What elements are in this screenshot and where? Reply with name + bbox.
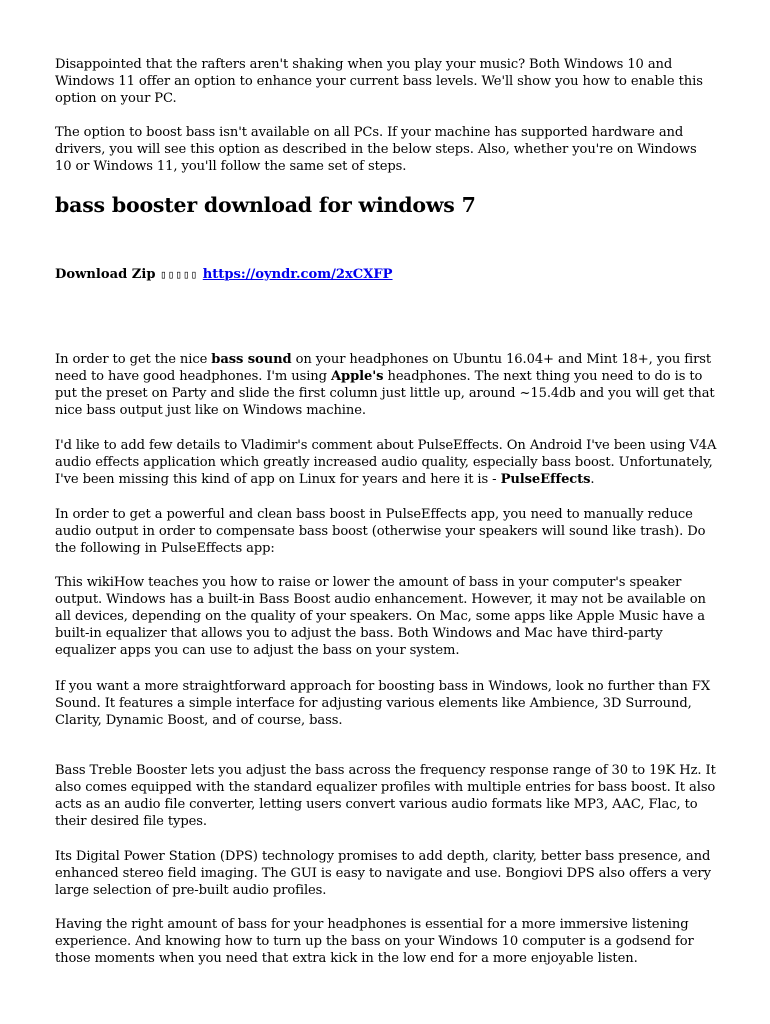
text-segment: on your headphones on Ubuntu 16.04+ and Mint 18+, you first need to have good headphones. I'm using [55, 352, 712, 385]
paragraph-fx-sound: If you want a more straightforward approach for boosting bass in Windows, look no further than FX Sound. It features a simple interface for adjusting various elements like Ambience, 3D Surround, Clarity, Dynamic Boost, and of course, bass. [55, 679, 711, 729]
paragraph-ubuntu [55, 351, 717, 419]
paragraph-bass-treble-booster: Bass Treble Booster lets you adjust the bass across the frequency response range of 30 to 19K Hz. It also comes equipped with the standard equalizer profiles with multiple entries for bass boost. It also acts as an audio file converter, letting users convert various audio formats like MP3, AAC, Flac, to their desired file types. [55, 763, 716, 830]
paragraph-availability: The option to boost bass isn't available on all PCs. If your machine has supported hardware and drivers, you will see this option as described in the below steps. Also, whether you're on Windows 10 or Windows 11, you'll follow the same set of steps. [55, 125, 697, 175]
paragraph-conclusion: Having the right amount of bass for your headphones is essential for a more immersive listening experience. And knowing how to turn up the bass on your Windows 10 computer is a godsend for those moments when you need that extra kick in the low end for a more enjoyable listen. [55, 917, 694, 967]
download-label: Download Zip [55, 267, 156, 282]
paragraph-intro: Disappointed that the rafters aren't shaking when you play your music? Both Windows 10 and Windows 11 offer an option to enhance your current bass levels. We'll show you how to enable this option on your PC. [55, 57, 703, 107]
bold-apples: Apple's [330, 369, 384, 385]
text-segment: headphones. The next thing you need to do is to put the preset on Party and slide the first column just little up, around ~15.4db and you will get that nice bass output just like on Windows machine. [55, 369, 715, 419]
download-line [55, 266, 393, 283]
text-segment: . [590, 472, 595, 488]
paragraph-pulseeffects-intro [55, 437, 717, 488]
paragraph-pulseeffects-steps: In order to get a powerful and clean bass boost in PulseEffects app, you need to manually reduce audio output in order to compensate bass boost (otherwise your speakers will sound like trash). Do the following in PulseEffects app: [55, 507, 706, 557]
arrow-glyphs-icon: ▯▯▯▯▯ [160, 268, 199, 281]
text-segment: I'd like to add few details to Vladimir's comment about PulseEffects. On Android I've been using V4A audio effects application which greatly increased audio quality, especially bass boost. Unfortunately, I've been missing this kind of app on Linux for years and here it is - [55, 438, 717, 488]
bold-bass-sound: bass sound [211, 352, 292, 367]
paragraph-wikihow: This wikiHow teaches you how to raise or lower the amount of bass in your computer's speaker output. Windows has a built-in Bass Boost audio enhancement. However, it may not be available on all devices, depending on the quality of your speakers. On Mac, some apps like Apple Music have a built-in equalizer that allows you to adjust the bass. Both Windows and Mac have third-party equalizer apps you can use to adjust the bass on your system. [55, 575, 706, 659]
bold-pulseeffects: PulseEffects [500, 472, 591, 488]
text-segment: In order to get the nice [55, 352, 212, 367]
paragraph-bongiovi-dps: Its Digital Power Station (DPS) technology promises to add depth, clarity, better bass presence, and enhanced stereo field imaging. The GUI is easy to navigate and use. Bongiovi DPS also offers a very large selection of pre-built audio profiles. [55, 849, 711, 899]
download-link[interactable]: https://oyndr.com/2xCXFP [202, 267, 393, 282]
page-title: bass booster download for windows 7 [55, 193, 476, 217]
